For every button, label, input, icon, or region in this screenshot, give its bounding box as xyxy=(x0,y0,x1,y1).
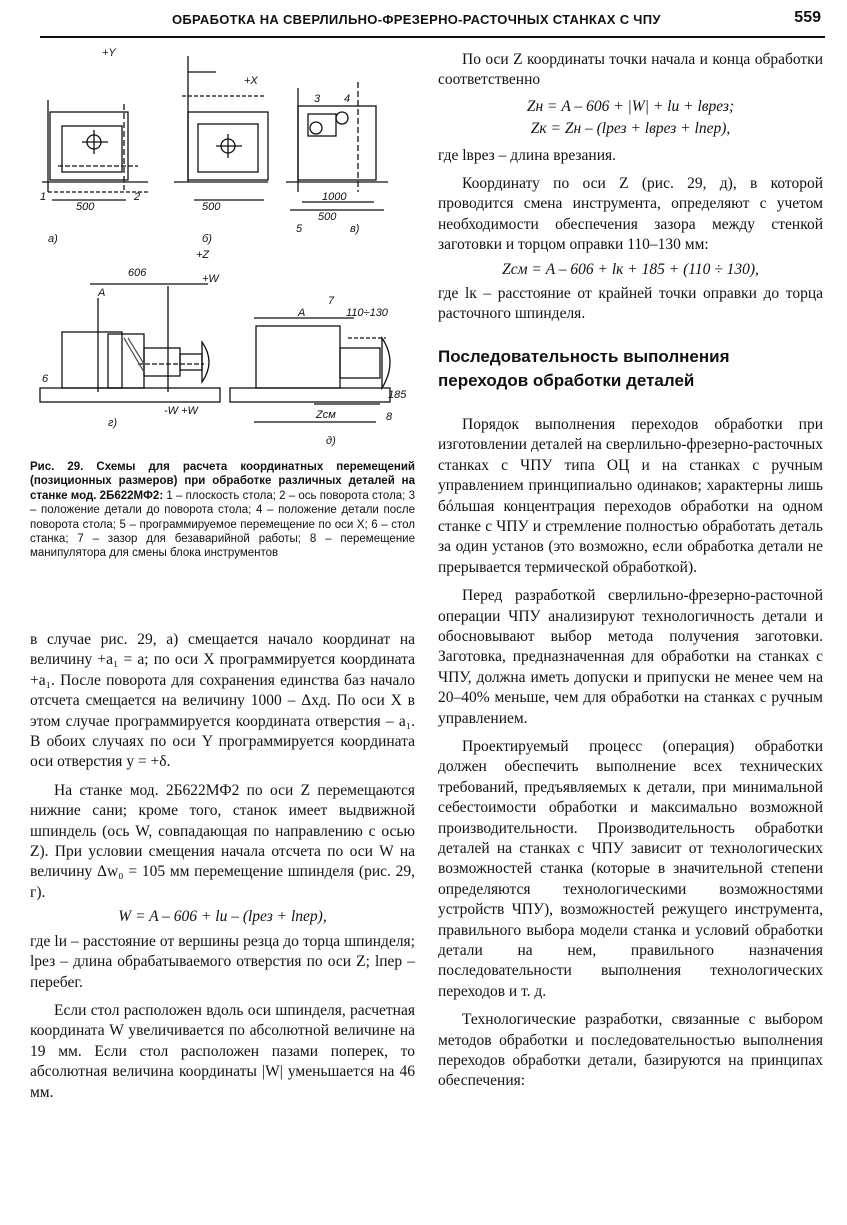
label-num-8: 8 xyxy=(386,411,393,423)
figure-29 xyxy=(28,42,420,454)
label-500-b: 500 xyxy=(202,201,221,213)
caption-title: Рис. 29. Схемы для расчета координатных перемещений (позиционных размеров) при обработке различных деталей на станке мод. 2Б622МФ2: xyxy=(30,461,415,502)
label-panel-v: в) xyxy=(350,223,360,235)
right-paragraph-2: где lврез – длина врезания. xyxy=(438,146,616,164)
section-heading: Последовательность выполнения переходов обработки деталей xyxy=(438,346,730,390)
label-num-3: 3 xyxy=(314,93,321,105)
label-num-4: 4 xyxy=(344,93,351,105)
label-plus-z: +Z xyxy=(196,249,210,261)
label-plus-w: +W xyxy=(202,273,219,285)
label-num-2: 2 xyxy=(134,191,141,203)
page-number: 559 xyxy=(794,9,821,26)
right-paragraph-8: Технологические разработки, связанные с выбором методов обработки и последовательностью выполнения переходов обработки детали, базируются на принципах обеспечения: xyxy=(438,1011,823,1090)
formula-z-change: Zсм = A – 606 + lк + 185 + (110 ÷ 130), xyxy=(502,260,759,278)
figure-29-drawing xyxy=(28,42,420,454)
panel-g-drawing xyxy=(40,284,220,402)
label-185: 185 xyxy=(388,389,407,401)
right-paragraph-7: Проектируемый процесс (операция) обработки должен обеспечить выполнение всех технических требований, предъявляемых к детали, при минимальной себестоимости обработки и максимально возможной производительности. Производительность обработки деталей на станках с ЧПУ зависит от технологических возможностей станка (которые в значительной степени определяются технологическими возможностями устройств ЧПУ), возможностей режущего инструмента, правильного выбора модели станка и условий обработки детали на нем, правильного назначения последовательности выполнения технологических переходов и т. д. xyxy=(438,737,823,1000)
label-110-130: 110÷130 xyxy=(346,307,388,319)
right-paragraph-5: Порядок выполнения переходов обработки при изготовлении деталей на сверлильно-фрезерно-расточных станках с ЧПУ типа ОЦ и на станках с ручным управлением принципиально одинаков; характерны лишь бóльшая концентрация переходов обработки на одном станке с ЧПУ и стремление полностью обработать деталь за один установ (это возможно, если обработка детали не прерывается термической обработкой). xyxy=(438,415,823,576)
label-panel-d: д) xyxy=(326,435,336,447)
left-paragraph-1: в случае рис. 29, а) смещается начало координат на величину +a₁ = a; по оси X программируется координата +a₁. После поворота для сохранения единства баз начало отсчета смещается на величину 1000 – Δxд. По оси X в этом случае программируется координата отверстия – a₁. В обоих случаях по оси Y программируется координата оси отверстия y = +δ. xyxy=(30,631,415,771)
right-paragraph-4: где lк – расстояние от крайней точки оправки до торца расточного шпинделя. xyxy=(438,285,823,323)
right-paragraph-6: Перед разработкой сверлильно-фрезерно-расточной операции ЧПУ анализируют технологичность детали и обосновывают выбор метода получения заготовки. Заготовка, предназначенная для обработки на станках с ЧПУ, должна иметь допуски и припуски не менее чем на 20–40% меньше, чем для обработки на станках с ручным управлением. xyxy=(438,587,823,727)
label-500-v: 500 xyxy=(318,211,337,223)
label-500-a: 500 xyxy=(76,201,95,213)
left-paragraph-4: Если стол расположен вдоль оси шпинделя, расчетная координата W увеличивается по абсолютной величине на 19 мм. Если стол расположен пазами поперек, то абсолютная величина координаты |W| уменьшается на 46 мм. xyxy=(30,1001,415,1101)
label-plus-y: +Y xyxy=(102,47,116,59)
label-minus-w-plus-w: -W +W xyxy=(164,405,198,417)
left-paragraph-2: На станке мод. 2Б622МФ2 по оси Z перемещаются нижние сани; кроме того, станок имеет выдвижной шпиндель (ось W, совпадающая по направлению с осью Z). При условии смещения начала отсчета по оси W на величину Δw₀ = 105 мм перемещение шпинделя (рис. 29, г). xyxy=(30,781,415,901)
formula-z-start: Zн = A – 606 + |W| + lи + lврез; xyxy=(526,97,735,115)
label-num-7: 7 xyxy=(328,295,335,307)
label-plus-x: +X xyxy=(244,75,258,87)
label-num-5: 5 xyxy=(296,223,303,235)
figure-caption xyxy=(30,460,415,561)
label-panel-a: а) xyxy=(48,233,58,245)
formula-w: W = A – 606 + lи – (lрез + lпер), xyxy=(118,908,327,926)
label-a-d: A xyxy=(298,307,306,319)
label-num-1: 1 xyxy=(40,191,47,203)
caption-text: 1 – плоскость стола; 2 – ось поворота стола; 3 – положение детали до поворота стола; 4 – положение детали после поворота стола; 5 – программируемое перемещение по оси X; 6 – стол станка; 7 – зазор для безаварийной работы; 8 – перемещение манипулятора для смены блока инструментов xyxy=(30,489,415,560)
right-paragraph-3: Координату по оси Z (рис. 29, д), в которой проводится смена инструмента, определяют с учетом необходимости обеспечения зазора между стенкой заготовки и торцом оправки 110–130 мм: xyxy=(438,175,823,254)
label-num-6: 6 xyxy=(42,373,49,385)
label-a-g: A xyxy=(98,287,106,299)
right-column xyxy=(438,50,823,1092)
label-1000: 1000 xyxy=(322,191,347,203)
running-title: ОБРАБОТКА НА СВЕРЛИЛЬНО-ФРЕЗЕРНО-РАСТОЧНЫХ СТАНКАХ С ЧПУ xyxy=(172,12,661,27)
left-paragraph-3: где lи – расстояние от вершины резца до торца шпинделя; lрез – длина обрабатываемого отверстия по оси Z; lпер – перебег. xyxy=(30,932,415,991)
formula-z-end: Zк = Zн – (lрез + lврез + lпер), xyxy=(530,120,731,138)
panel-d-drawing xyxy=(230,318,390,422)
page-header xyxy=(40,6,825,38)
right-paragraph-1: По оси Z координаты точки начала и конца обработки соответственно xyxy=(438,51,823,89)
label-panel-b: б) xyxy=(202,233,212,245)
left-column xyxy=(30,630,415,1103)
label-panel-g: г) xyxy=(108,417,118,429)
panel-a-drawing xyxy=(42,100,148,200)
label-606: 606 xyxy=(128,267,147,279)
label-z-sm: Zсм xyxy=(316,409,336,421)
